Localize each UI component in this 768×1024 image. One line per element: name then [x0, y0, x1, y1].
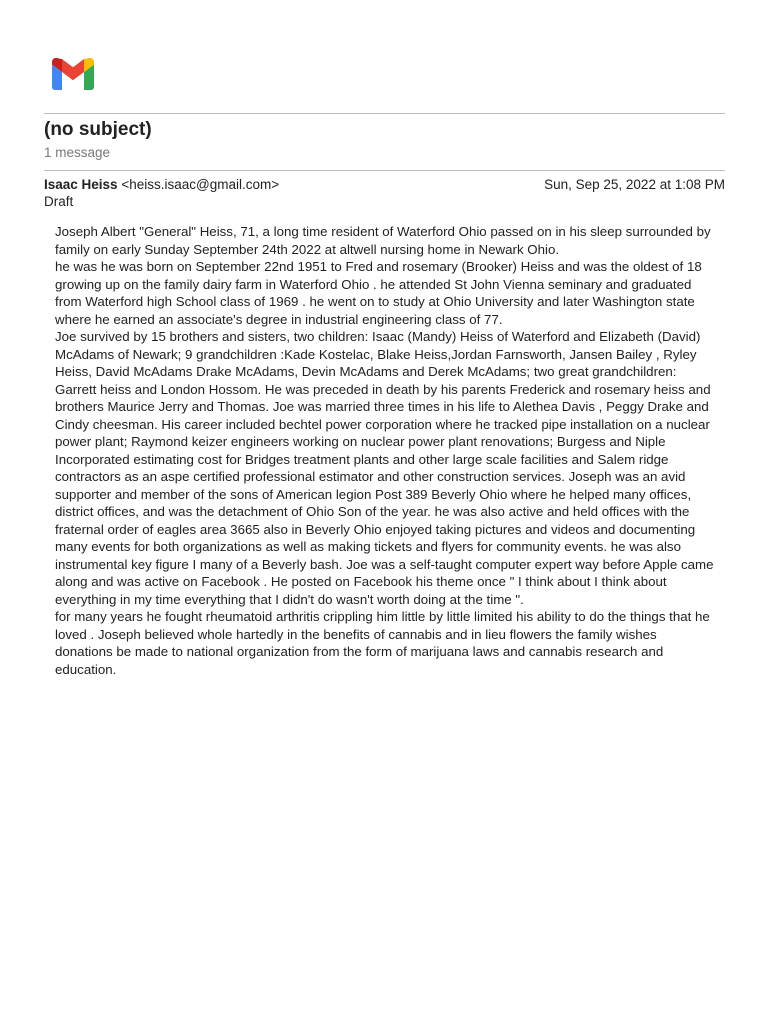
draft-label: Draft — [44, 194, 74, 209]
sender-email[interactable]: <heiss.isaac@gmail.com> — [121, 177, 280, 192]
body-paragraph: for many years he fought rheumatoid arthritis crippling him little by little limited his ability to do the things that he loved . Joseph believed whole hartedly in the benefits of cannabis and in lieu flowers the family wishes donations be made to national organization from the form of marijuana laws and cannabis research and education. — [55, 609, 710, 677]
sender-line — [44, 177, 279, 192]
thread-divider — [44, 170, 725, 171]
message-count: 1 message — [44, 145, 111, 160]
sender-name[interactable]: Isaac Heiss — [44, 177, 118, 192]
thread-subject: (no subject) — [44, 119, 152, 140]
gmail-logo-icon — [52, 58, 94, 90]
message-body — [55, 223, 717, 678]
body-paragraph: Joseph Albert "General" Heiss, 71, a long time resident of Waterford Ohio passed on in his sleep surrounded by family on early Sunday September 24th 2022 at altwell nursing home in Newark Ohio. — [55, 224, 711, 257]
message-date: Sun, Sep 25, 2022 at 1:08 PM — [544, 177, 725, 192]
body-paragraph: Joe survived by 15 brothers and sisters, two children: Isaac (Mandy) Heiss of Waterford and Elizabeth (David) McAdams of Newark; 9 grandchildren :Kade Kostelac, Blake Heiss,Jordan Farnsworth, Jansen Bailey , Ryley Heiss, David McAdams Drake McAdams, Devin McAdams and Derek McAdams; two great grandchildren: Garrett heiss and London Hossom. He was preceded in death by his parents Frederick and rosemary heiss and brothers Maurice Jerry and Thomas. Joe was married three times in his life to Alethea Davis , Peggy Drake and Cindy cheesman. His career included bechtel power corporation where he tracked pipe installation on a nuclear power plant; Raymond keizer engineers working on nuclear power plant renovations; Burgess and Niple Incorporated estimating cost for Bridges treatment plants and other large scale facilities and Salem ridge contractors as an aspe certified professional estimator and other construction services. Joseph was an avid supporter and member of the sons of American legion Post 389 Beverly Ohio where he helped many offices, district offices, and was the detachment of Ohio Son of the year. he was also active and held offices with the fraternal order of eagles area 3665 also in Beverly Ohio enjoyed taking pictures and videos and documenting many events for both organizations as well as making tickets and flyers for community events. he was also instrumental key figure I many of a Beverly bash. Joe was a self-taught computer expert way before Apple came along and was active on Facebook . He posted on Facebook his theme once " I think about I think about everything in my time everything that I didn't do wasn't worth doing at the time ". — [55, 329, 714, 607]
header-divider — [44, 113, 725, 114]
body-paragraph: he was he was born on September 22nd 1951 to Fred and rosemary (Brooker) Heiss and was the oldest of 18 growing up on the family dairy farm in Waterford Ohio . he attended St John Vienna seminary and graduated from Waterford high School class of 1969 . he went on to study at Ohio University and later Washington state where he earned an associate's degree in industrial engineering class of 77. — [55, 259, 702, 327]
